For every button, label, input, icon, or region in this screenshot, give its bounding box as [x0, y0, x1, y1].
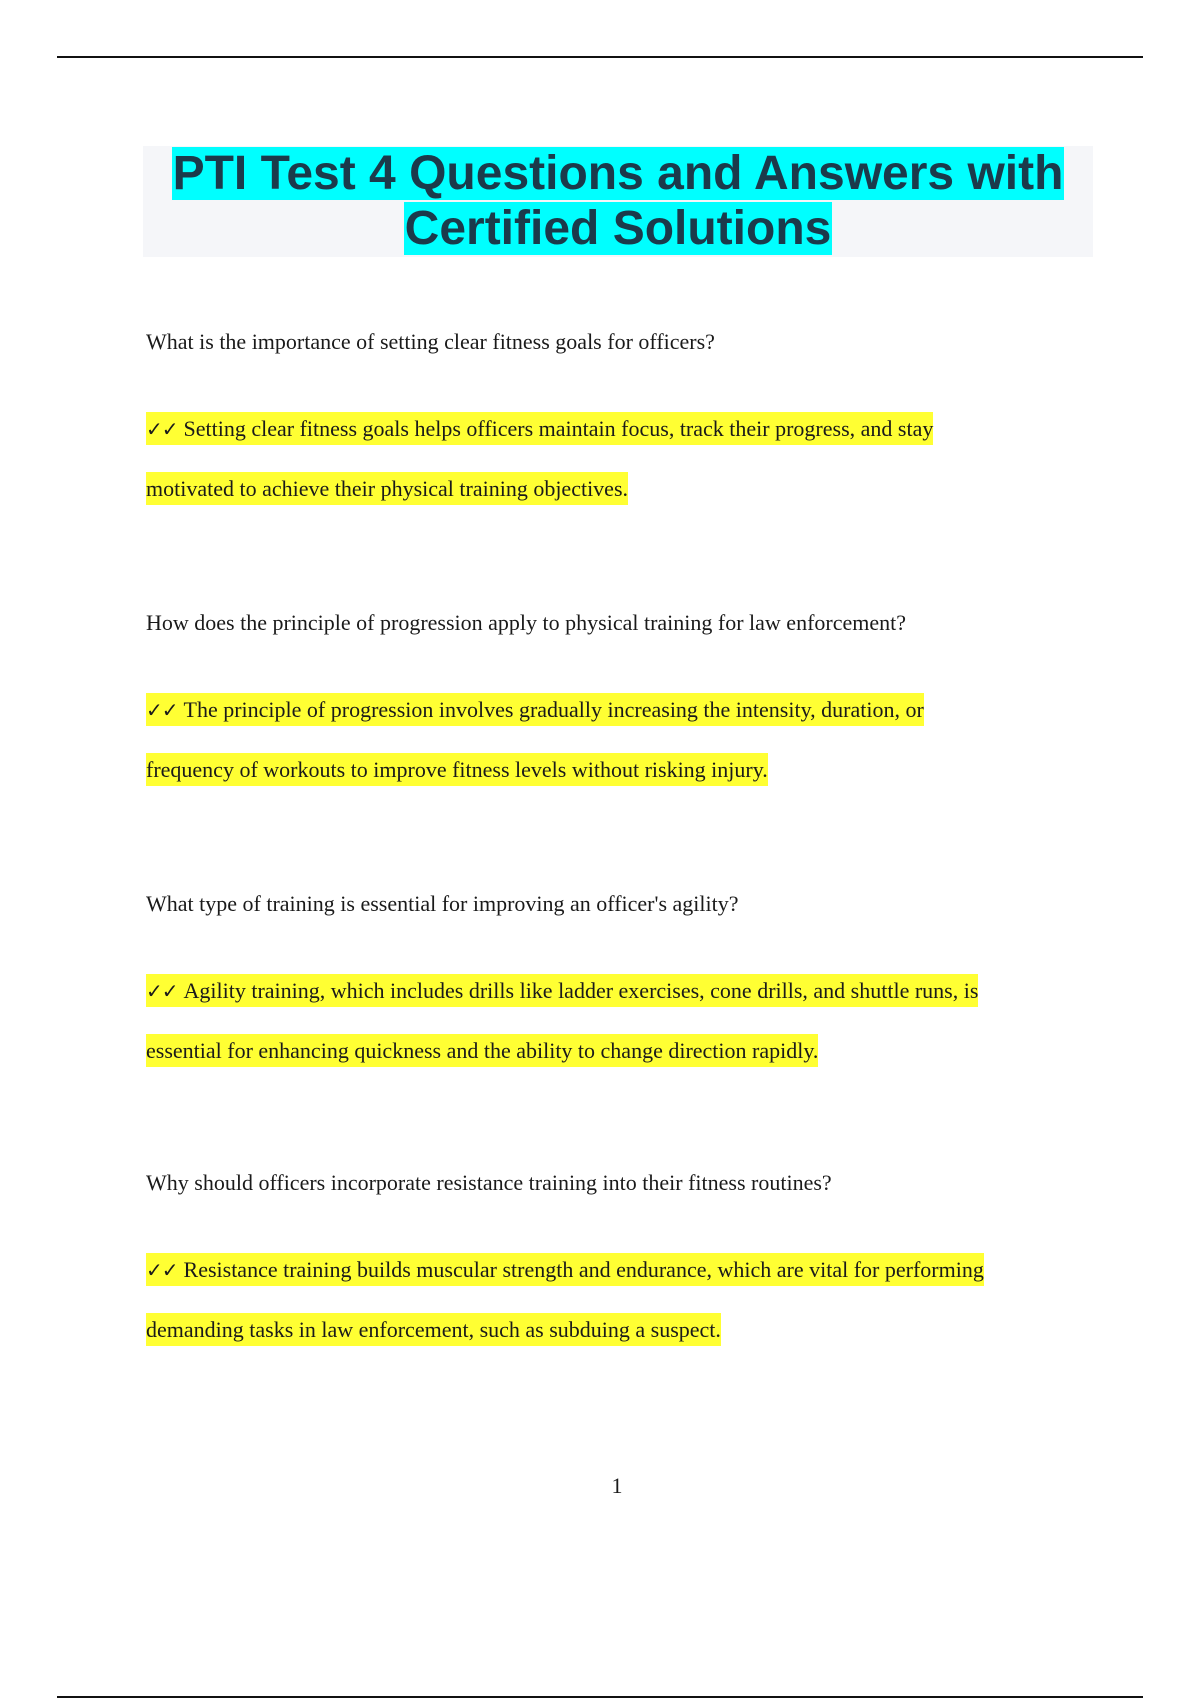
answer-line-1: Agility training, which includes drills like ladder exercises, cone drills, and shuttle runs, is	[183, 978, 979, 1003]
answer-line-2: demanding tasks in law enforcement, such as subduing a suspect.	[146, 1313, 721, 1346]
footer-rule	[57, 1696, 1143, 1698]
question-text: What type of training is essential for improving an officer's agility?	[146, 891, 739, 916]
document-title	[143, 146, 1093, 257]
question-text: Why should officers incorporate resistance training into their fitness routines?	[146, 1170, 832, 1195]
check-icon: ✓✓	[146, 1258, 178, 1282]
check-icon: ✓✓	[146, 979, 178, 1003]
answer-line-2: frequency of workouts to improve fitness levels without risking injury.	[146, 753, 768, 786]
title-line-2: Certified Solutions	[404, 202, 832, 255]
qa-item-4	[146, 1170, 1086, 1360]
answer-line-1: Setting clear fitness goals helps officers maintain focus, track their progress, and stay	[183, 416, 934, 441]
answer-line-1: The principle of progression involves gradually increasing the intensity, duration, or	[183, 697, 924, 722]
title-line-1: PTI Test 4 Questions and Answers with	[172, 147, 1064, 200]
answer-line-1: Resistance training builds muscular strength and endurance, which are vital for performing	[183, 1257, 984, 1282]
answer-text	[146, 961, 1086, 1081]
header-rule	[57, 56, 1143, 58]
qa-item-1	[146, 329, 1086, 519]
answer-text	[146, 1240, 1086, 1360]
answer-text	[146, 399, 1086, 519]
qa-item-3	[146, 891, 1086, 1081]
check-icon: ✓✓	[146, 698, 178, 722]
page-number: 1	[611, 1473, 623, 1498]
answer-line-2: motivated to achieve their physical training objectives.	[146, 472, 628, 505]
check-icon: ✓✓	[146, 417, 178, 441]
question-text: How does the principle of progression apply to physical training for law enforcement?	[146, 610, 906, 635]
qa-item-2	[146, 610, 1086, 800]
answer-text	[146, 680, 1086, 800]
answer-line-2: essential for enhancing quickness and the ability to change direction rapidly.	[146, 1034, 818, 1067]
question-text: What is the importance of setting clear fitness goals for officers?	[146, 329, 715, 354]
